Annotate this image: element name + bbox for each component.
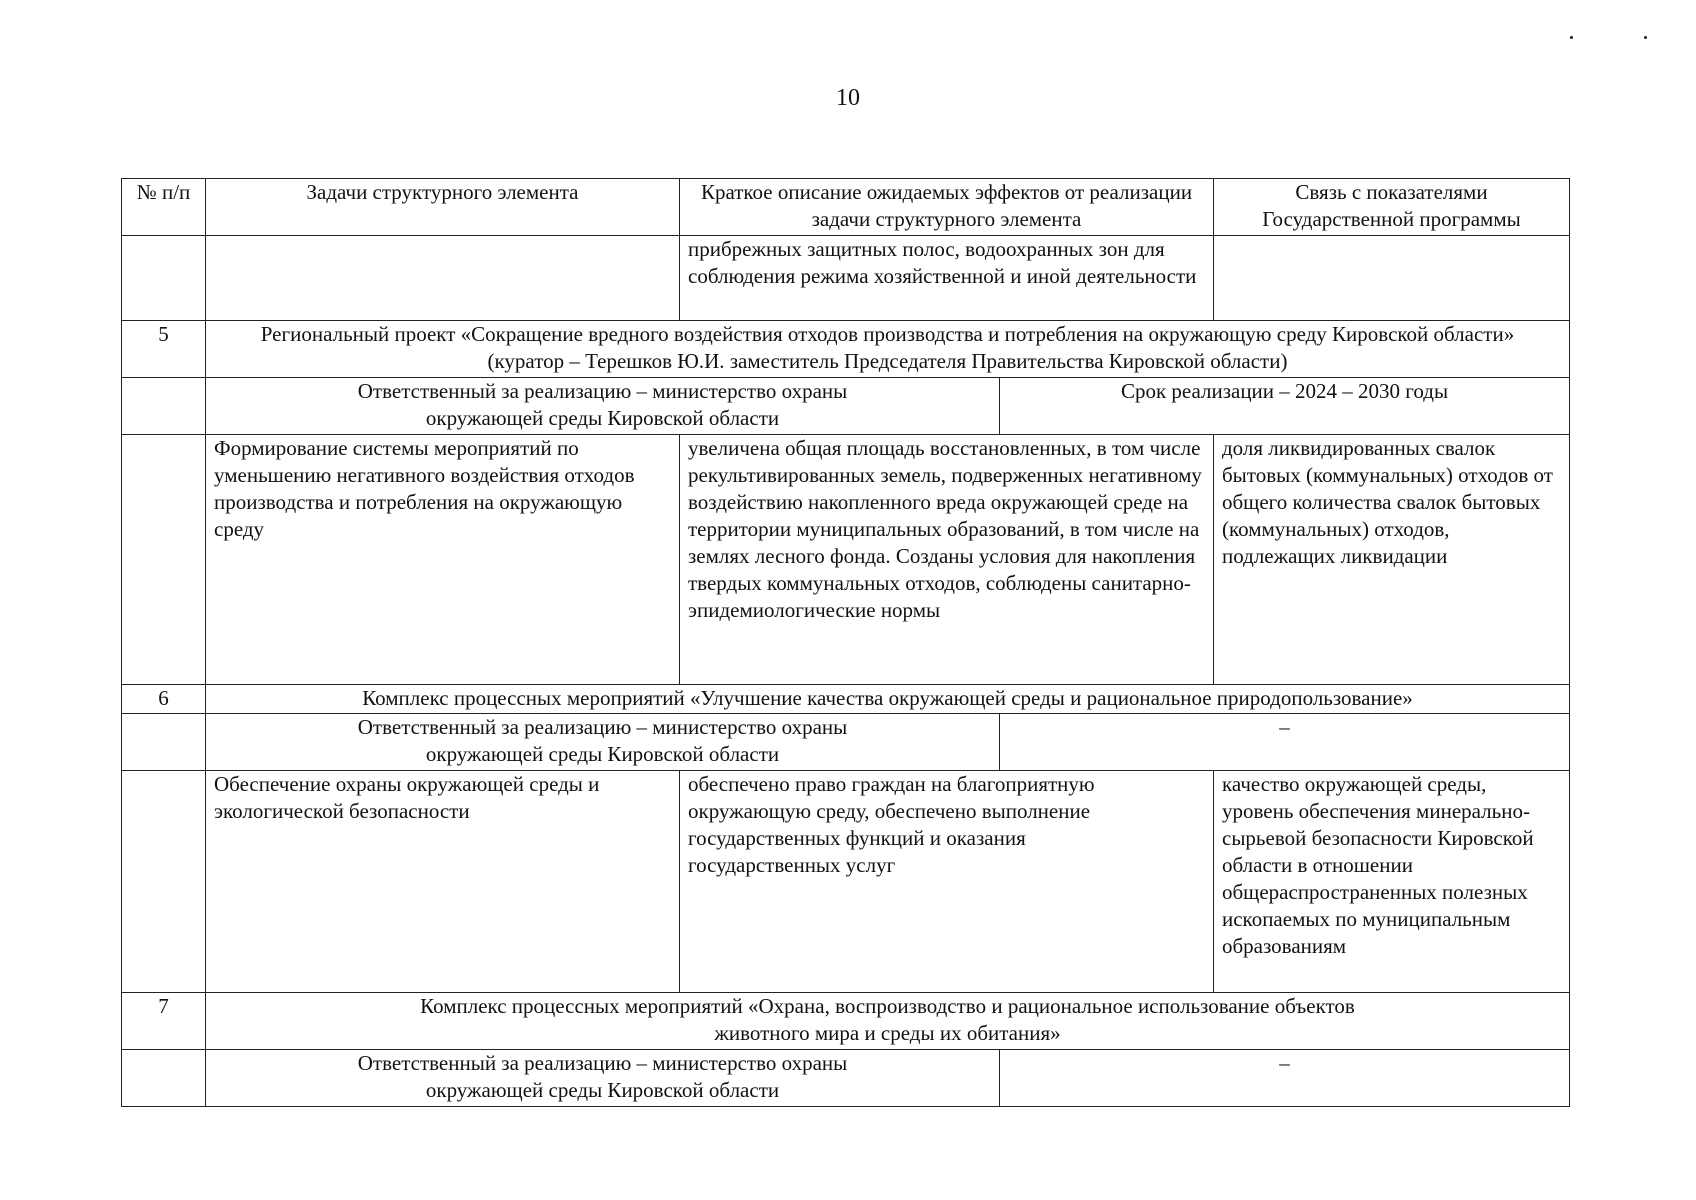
tasks-cell [206, 236, 680, 321]
responsible-row [122, 378, 1570, 435]
responsible-text: Ответственный за реализацию – министерство охраны окружающей среды Кировской области [206, 1050, 1000, 1107]
responsible-text: Ответственный за реализацию – министерство охраны окружающей среды Кировской области [206, 714, 1000, 771]
section-title: Комплекс процессных мероприятий «Охрана, воспроизводство и рациональное использование объектов животного мира и среды их обитания» [206, 993, 1570, 1050]
num-cell [122, 714, 206, 771]
section-number: 5 [122, 321, 206, 378]
term-text: – [1000, 1050, 1570, 1107]
num-cell [122, 771, 206, 993]
task-row [122, 435, 1570, 685]
num-cell [122, 435, 206, 685]
effect-text: увеличена общая площадь восстановленных, в том числе рекультивированных земель, подверженных негативному воздействию накопленного вреда окружающей среде на территории муниципальных образований, в том числе на землях лесного фонда. Созданы условия для накопления твердых коммунальных отходов, соблюдены санитарно-эпидемиологические нормы [680, 435, 1214, 685]
indicator-text: качество окружающей среды, уровень обеспечения минерально-сырьевой безопасности Кировской области в отношении общераспространенных полезных ископаемых по муниципальным образованиям [1214, 771, 1570, 993]
num-cell [122, 378, 206, 435]
table-row-continuation [122, 236, 1570, 321]
scan-speck [1644, 36, 1647, 39]
term-text: – [1000, 714, 1570, 771]
responsible-row [122, 1050, 1570, 1107]
responsible-row [122, 714, 1570, 771]
indicator-text: доля ликвидированных свалок бытовых (коммунальных) отходов от общего количества свалок бытовых (коммунальных) отходов, подлежащих ликвидации [1214, 435, 1570, 685]
num-cell [122, 236, 206, 321]
structural-elements-table [121, 178, 1570, 1107]
indicators-cell [1214, 236, 1570, 321]
section-title: Региональный проект «Сокращение вредного воздействия отходов производства и потребления на окружающую среду Кировской области» (куратор – Терешков Ю.И. заместитель Председателя Правительства Кировской области) [206, 321, 1570, 378]
scan-speck [1570, 36, 1573, 39]
section-title-row [122, 993, 1570, 1050]
header-num: № п/п [122, 179, 206, 236]
section-number: 7 [122, 993, 206, 1050]
header-tasks: Задачи структурного элемента [206, 179, 680, 236]
section-number: 6 [122, 685, 206, 714]
task-row [122, 771, 1570, 993]
task-text: Обеспечение охраны окружающей среды и экологической безопасности [206, 771, 680, 993]
table-header-row [122, 179, 1570, 236]
effect-text: обеспечено право граждан на благоприятную окружающую среду, обеспечено выполнение государственных функций и оказания государственных услуг [680, 771, 1214, 993]
page-number: 10 [836, 85, 860, 111]
section-title-row [122, 685, 1570, 714]
effects-cell: прибрежных защитных полос, водоохранных зон для соблюдения режима хозяйственной и иной деятельности [680, 236, 1214, 321]
task-text: Формирование системы мероприятий по уменьшению негативного воздействия отходов производства и потребления на окружающую среду [206, 435, 680, 685]
term-text: Срок реализации – 2024 – 2030 годы [1000, 378, 1570, 435]
section-title-row [122, 321, 1570, 378]
responsible-text: Ответственный за реализацию – министерство охраны окружающей среды Кировской области [206, 378, 1000, 435]
header-indicators: Связь с показателями Государственной программы [1214, 179, 1570, 236]
header-effects: Краткое описание ожидаемых эффектов от реализации задачи структурного элемента [680, 179, 1214, 236]
section-title: Комплекс процессных мероприятий «Улучшение качества окружающей среды и рациональное природопользование» [206, 685, 1570, 714]
num-cell [122, 1050, 206, 1107]
